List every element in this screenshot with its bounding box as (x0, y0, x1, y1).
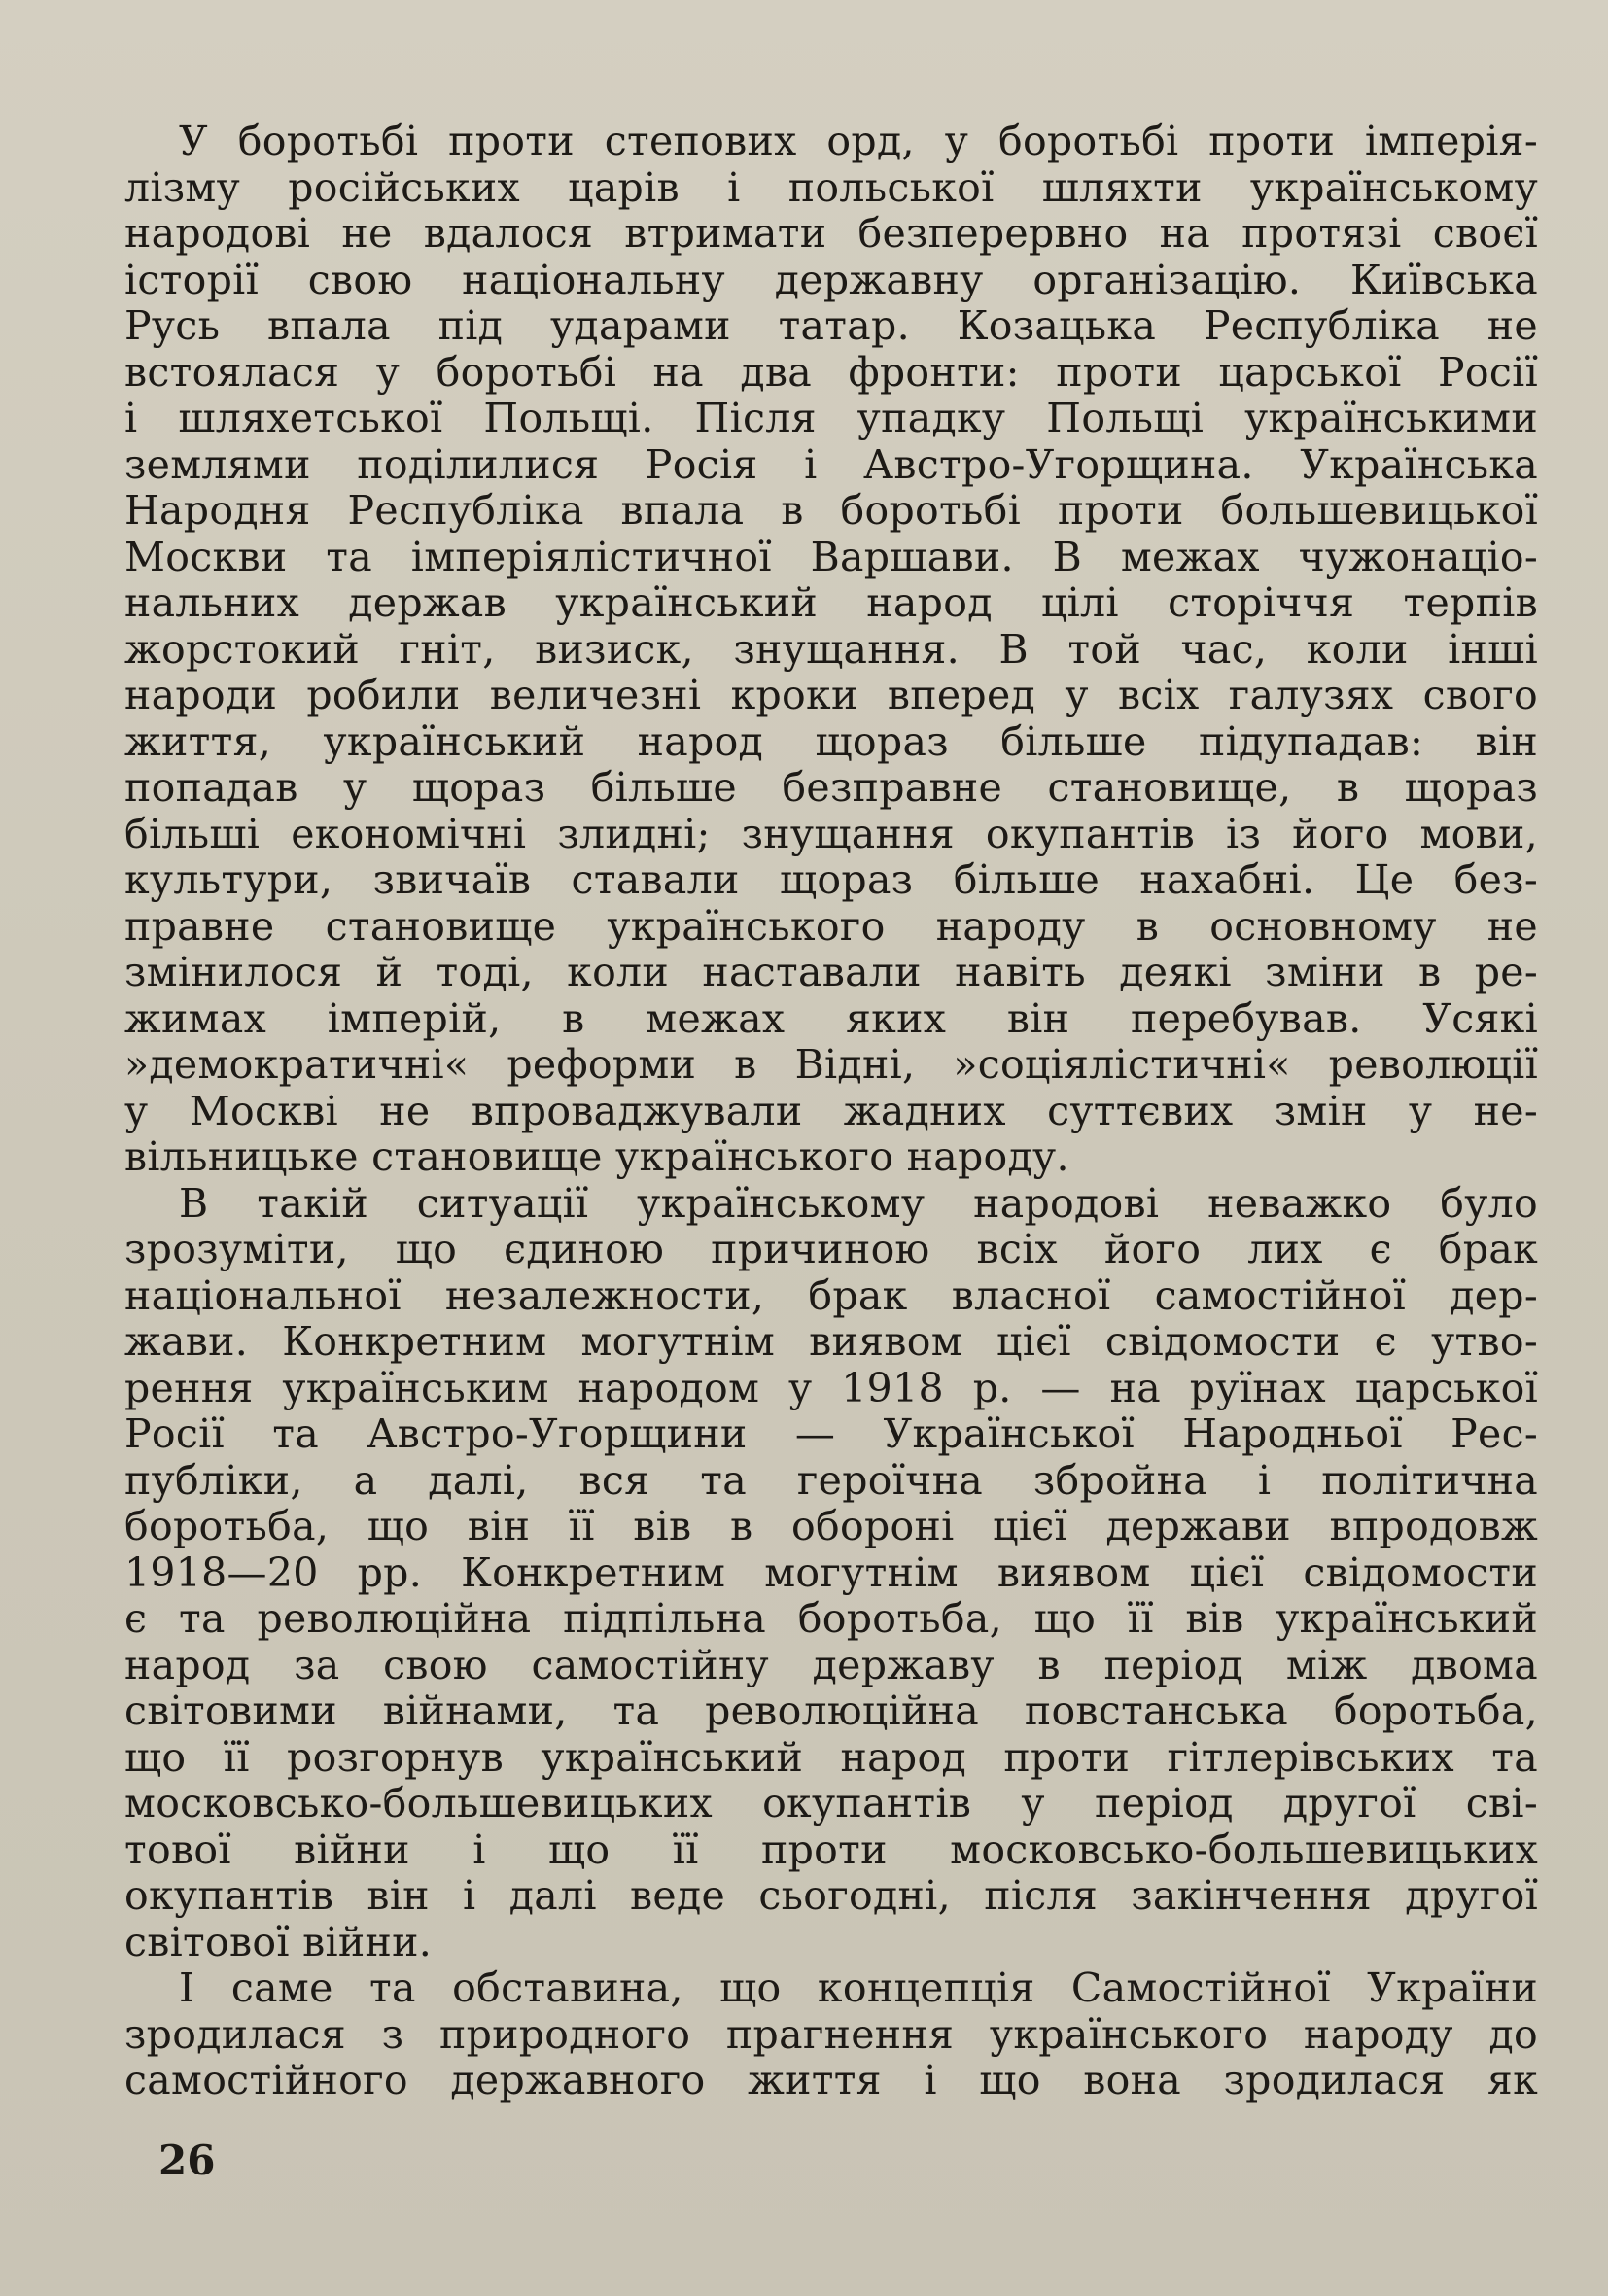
text-line: публіки, а далі, вся та героїчна збройна і політична (124, 1457, 1538, 1504)
text-line: попадав у щораз більше безправне становище, в щораз (124, 765, 1538, 811)
paragraph-1 (124, 119, 1538, 1181)
text-line: Русь впала під ударами татар. Козацька Республіка не (124, 303, 1538, 349)
text-line: зродилася з природного прагнення українського народу до (124, 2011, 1538, 2058)
text-line: що її розгорнув український народ проти гітлерівських та (124, 1734, 1538, 1781)
text-line: зрозуміти, що єдиною причиною всіх його лих є брак (124, 1227, 1538, 1272)
text-line: У боротьбі проти степових орд, у боротьбі проти імперія- (179, 119, 1538, 164)
text-line: є та революційна підпільна боротьба, що її вів український (124, 1596, 1538, 1642)
text-line: Москви та імперіялістичної Варшави. В межах чужонаціо- (124, 534, 1538, 580)
paragraph-2 (124, 1181, 1538, 1966)
text-line: московсько-большевицьких окупантів у період другої сві- (124, 1781, 1538, 1826)
text-line: жорстокий гніт, визиск, знущання. В той час, коли інші (124, 626, 1538, 673)
text-line: жимах імперій, в межах яких він перебував. Усякі (124, 995, 1538, 1042)
text-line: встоялася у боротьбі на два фронти: проти царської Росії (124, 349, 1538, 396)
text-line: Народня Республіка впала в боротьбі проти большевицької (124, 488, 1538, 534)
text-line: культури, звичаїв ставали щораз більше нахабні. Це без- (124, 857, 1538, 903)
text-line: історії свою національну державну організацію. Київська (124, 257, 1538, 303)
body-text (124, 119, 1538, 2105)
text-line: національної незалежности, брак власної самостійної дер- (124, 1272, 1538, 1319)
text-line: жави. Конкретним могутнім виявом цієї свідомости є утво- (124, 1319, 1538, 1365)
text-line: окупантів він і далі веде сьогодні, після закінчення другої (124, 1873, 1538, 1919)
text-line: народ за свою самостійну державу в період між двома (124, 1642, 1538, 1688)
text-line: народові не вдалося втримати безперервно на протязі своєї (124, 211, 1538, 257)
text-line: лізму російських царів і польської шляхти українському (124, 164, 1538, 211)
text-line: рення українським народом у 1918 р. — на руїнах царської (124, 1365, 1538, 1411)
text-line: світовими війнами, та революційна повстанська боротьба, (124, 1688, 1538, 1734)
text-line: самостійного державного життя і що вона зродилася як (124, 2058, 1538, 2104)
text-line: »демократичні« реформи в Відні, »соціялістичні« революції (124, 1042, 1538, 1088)
text-line: нальних держав український народ цілі сторіччя терпів (124, 580, 1538, 626)
text-line: вільницьке становище українського народу. (124, 1134, 1069, 1180)
text-line: народи робили величезні кроки вперед у всіх галузях свого (124, 673, 1538, 718)
text-line: тової війни і що її проти московсько-большевицьких (124, 1826, 1538, 1873)
paragraph-3 (124, 1966, 1538, 2105)
text-line: землями поділилися Росія і Австро-Угорщина. Українська (124, 441, 1538, 488)
page-number: 26 (158, 2137, 216, 2184)
text-line: боротьба, що він її вів в обороні цієї держави впродовж (124, 1504, 1538, 1549)
text-line: у Москві не впроваджували жадних суттєвих змін у не- (124, 1088, 1538, 1134)
text-line: життя, український народ щораз більше підупадав: він (124, 718, 1538, 765)
text-line: Росії та Австро-Угорщини — Української Народньої Рес- (124, 1411, 1538, 1457)
text-line: В такій ситуації українському народові неважко було (179, 1180, 1538, 1227)
text-line: 1918—20 рр. Конкретним могутнім виявом цієї свідомости (124, 1549, 1538, 1596)
text-line: світової війни. (124, 1919, 433, 1966)
text-line: і шляхетської Польщі. Після упадку Польщі українськими (124, 396, 1538, 441)
text-line: правне становище українського народу в основному не (124, 903, 1538, 950)
text-line: І саме та обставина, що концепція Самостійної України (179, 1966, 1538, 2011)
text-line: змінилося й тоді, коли наставали навіть деякі зміни в ре- (124, 950, 1538, 995)
text-line: більші економічні злидні; знущання окупантів із його мови, (124, 811, 1538, 857)
